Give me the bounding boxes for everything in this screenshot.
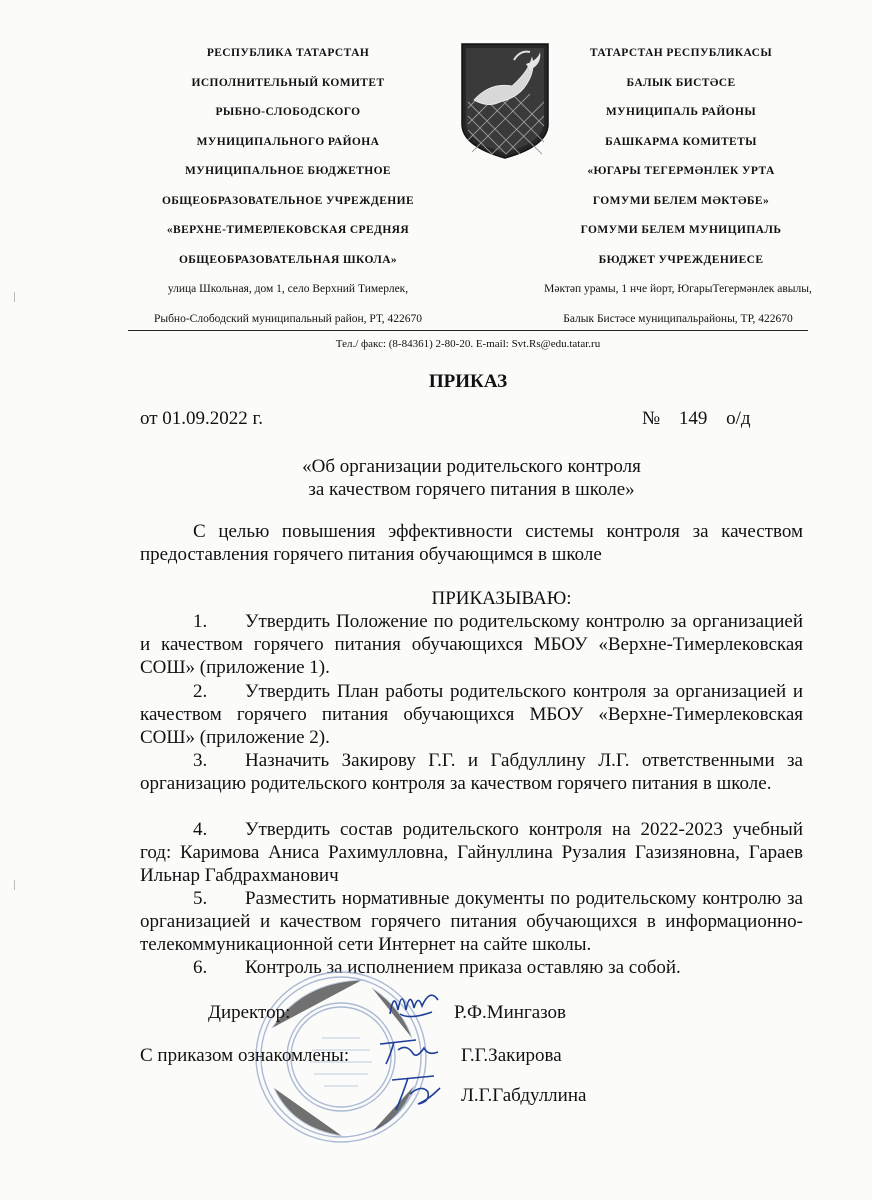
- director-name: Р.Ф.Мингазов: [454, 1002, 567, 1023]
- order-item: [140, 749, 803, 795]
- header-right: [556, 42, 806, 278]
- binder-mark: [14, 880, 15, 890]
- acquainted-name: Г.Г.Закирова: [461, 1045, 562, 1066]
- order-item-text: Назначить Закирову Г.Г. и Габдуллину Л.Г. ответственными за организацию родительского контроля за качеством горячего питания в школе.: [140, 750, 803, 794]
- header-divider: [128, 330, 808, 331]
- order-item: [140, 610, 803, 679]
- coat-of-arms-icon: [460, 42, 550, 160]
- acquainted-label: С приказом ознакомлены:: [140, 1045, 350, 1066]
- address-line: Рыбно-Слободский муниципальный район, РТ, 422670: [153, 313, 423, 325]
- number-value: 149: [678, 408, 708, 429]
- header-right-line: ТАТАРСТАН РЕСПУБЛИКАСЫ: [589, 47, 773, 59]
- header-right-address: [508, 279, 848, 329]
- header-left: [128, 42, 448, 278]
- coat-of-arms-emblem: [460, 42, 550, 160]
- order-item-text: Разместить нормативные документы по родительскому контролю за организацией и качеством горячего питания обучающихся в информационно-телекоммуникационной сети Интернет на сайте школы.: [140, 888, 803, 955]
- signature-gabdullina: [388, 1070, 444, 1114]
- header-right-line: «ЮГАРЫ ТЕГЕРМӘНЛЕК УРТА: [587, 165, 775, 177]
- contacts: Тел./ факс: (8-84361) 2-80-20. E-mail: Svt.Rs@edu.tatar.ru: [335, 338, 601, 350]
- signature-icon: [386, 980, 446, 1030]
- header-left-line: «ВЕРХНЕ-ТИМЕРЛЕКОВСКАЯ СРЕДНЯЯ: [166, 224, 410, 236]
- header-left-line: ОБЩЕОБРАЗОВАТЕЛЬНАЯ ШКОЛА»: [178, 253, 398, 266]
- order-title: [140, 455, 803, 501]
- address-line: улица Школьная, дом 1, село Верхний Тимерлек,: [167, 283, 409, 295]
- header-right-line: ГОМУМИ БЕЛЕМ МӘКТӘБЕ»: [592, 194, 770, 207]
- header-right-line: МУНИЦИПАЛЬ РАЙОНЫ: [605, 106, 757, 118]
- header-left-line: РЕСПУБЛИКА ТАТАРСТАН: [206, 47, 370, 59]
- director-label: Директор:: [208, 1002, 291, 1023]
- header-left-address: [128, 279, 448, 329]
- order-item-number: 5.: [193, 888, 208, 909]
- signature-icon: [388, 1070, 444, 1114]
- order-item: [140, 818, 803, 887]
- signature-icon: [376, 1030, 446, 1070]
- order-title-line: «Об организации родительского контроля: [302, 456, 641, 477]
- header-right-line: БАЛЫК БИСТӘСЕ: [626, 76, 736, 89]
- address-line: Мәктәп урамы, 1 нче йорт, ЮгарыТегермәнлек авылы,: [544, 283, 812, 295]
- preamble: С целью повышения эффективности системы контроля за качеством предоставления горячего питания обучающимся в школе: [140, 521, 803, 565]
- order-date: от 01.09.2022 г.: [140, 408, 263, 429]
- order-item-number: 3.: [193, 750, 208, 771]
- order-item-number: 2.: [193, 681, 208, 702]
- order-item-text: Утвердить Положение по родительскому контролю за организацией и качеством горячего питания обучающихся МБОУ «Верхне-Тимерлековская СОШ» (приложение 1).: [140, 611, 803, 678]
- number-suffix: о/д: [726, 408, 751, 429]
- header-left-line: РЫБНО-СЛОБОДСКОГО: [215, 106, 361, 118]
- address-line: Балык Бистәсе муниципальрайоны, ТР, 422670: [563, 313, 793, 325]
- order-item-number: 1.: [193, 611, 208, 632]
- header-left-line: МУНИЦИПАЛЬНОГО РАЙОНА: [196, 135, 380, 148]
- signature-zakirova: [376, 1030, 446, 1070]
- header-right-line: БАШКАРМА КОМИТЕТЫ: [605, 135, 757, 148]
- director-signature: [386, 980, 446, 1030]
- order-item-text: Утвердить План работы родительского контроля за организацией и качеством горячего питания обучающихся МБОУ «Верхне-Тимерлековская СОШ» (приложение 2).: [140, 681, 803, 748]
- header-right-line: БЮДЖЕТ УЧРЕЖДЕНИЕСЕ: [598, 253, 764, 266]
- order-item: [140, 956, 803, 979]
- order-number: [642, 407, 751, 430]
- binder-mark: [14, 292, 15, 302]
- order-item: [140, 887, 803, 956]
- order-word: ПРИКАЗЫВАЮ:: [431, 588, 572, 609]
- order-title-line: за качеством горячего питания в школе»: [308, 479, 635, 500]
- acquainted-name: Л.Г.Габдуллина: [461, 1085, 587, 1106]
- header-left-line: МУНИЦИПАЛЬНОЕ БЮДЖЕТНОЕ: [184, 165, 391, 177]
- document-type: ПРИКАЗ: [428, 371, 508, 392]
- order-item-text: Утвердить состав родительского контроля на 2022-2023 учебный год: Каримова Аниса Рахимулловна, Гайнуллина Рузалия Газизяновна, Гараев Ильнар Габдрахманович: [140, 819, 803, 886]
- order-item-number: 6.: [193, 957, 208, 978]
- header-right-line: ГОМУМИ БЕЛЕМ МУНИЦИПАЛЬ: [580, 224, 782, 236]
- order-item: [140, 680, 803, 749]
- order-item-text: Контроль за исполнением приказа оставляю за собой.: [245, 957, 681, 978]
- header-left-line: ИСПОЛНИТЕЛЬНЫЙ КОМИТЕТ: [191, 76, 385, 89]
- order-item-number: 4.: [193, 819, 208, 840]
- header-left-line: ОБЩЕОБРАЗОВАТЕЛЬНОЕ УЧРЕЖДЕНИЕ: [161, 194, 415, 207]
- number-sign: №: [642, 408, 661, 429]
